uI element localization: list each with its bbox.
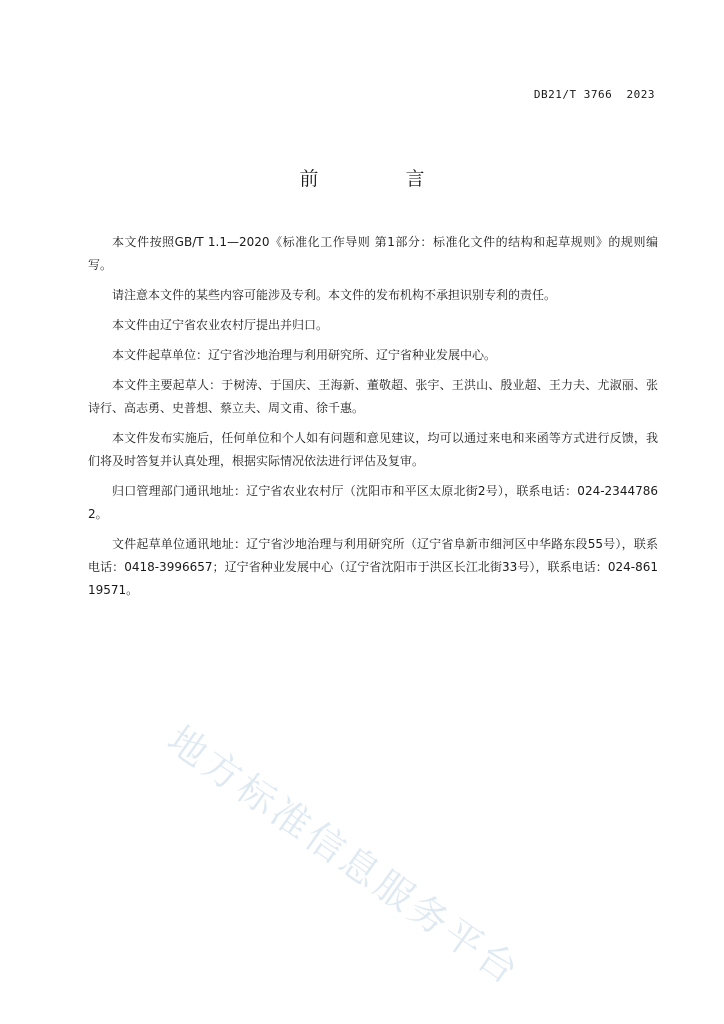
paragraph-feedback: 本文件发布实施后，任何单位和个人如有问题和意见建议，均可以通过来电和来函等方式进行反馈，我们将及时答复并认真处理，根据实际情况依法进行评估及复审。	[88, 431, 658, 468]
paragraph-authority-address: 归口管理部门通讯地址：辽宁省农业农村厅（沈阳市和平区太原北街2号），联系电话：024-23447862。	[88, 484, 658, 521]
watermark: 地方标准信息服务平台	[159, 717, 529, 995]
paragraph-drafting-rules: 本文件按照GB/T 1.1—2020《标准化工作导则 第1部分：标准化文件的结构和起草规则》的规则编写。	[88, 235, 658, 272]
foreword-body	[88, 231, 658, 609]
page-title: 前 言	[299, 168, 459, 190]
paragraph-proposer: 本文件由辽宁省农业农村厅提出并归口。	[112, 318, 329, 332]
paragraph-drafter-address: 文件起草单位通讯地址：辽宁省沙地治理与利用研究所（辽宁省阜新市细河区中华路东段55号），联系电话：0418-3996657；辽宁省种业发展中心（辽宁省沈阳市于洪区长江北街33号），联系电话：024-86119571。	[88, 537, 658, 597]
paragraph-drafting-units: 本文件起草单位：辽宁省沙地治理与利用研究所、辽宁省种业发展中心。	[112, 348, 497, 362]
paragraph-patent-notice: 请注意本文件的某些内容可能涉及专利。本文件的发布机构不承担识别专利的责任。	[112, 288, 557, 302]
standard-code: DB21/T 3766 2023	[533, 88, 655, 101]
paragraph-drafters: 本文件主要起草人：于树涛、于国庆、王海新、董敬超、张宇、王洪山、殷业超、王力夫、尤淑丽、张诗行、高志勇、史普想、蔡立夫、周文甫、徐千惠。	[88, 378, 658, 415]
